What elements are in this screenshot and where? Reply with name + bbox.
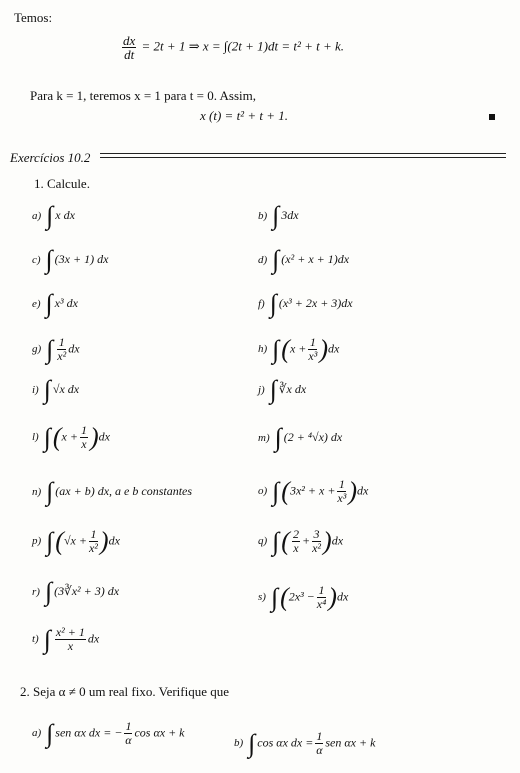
intro-temos: Temos: xyxy=(14,10,53,25)
q1-item-f: f) ∫ (x³ + 2x + 3)dx xyxy=(258,289,353,318)
section-rule-top xyxy=(100,153,506,154)
section-title: Exercícios 10.2 xyxy=(10,150,91,165)
q1-item-a: a) ∫ x dx xyxy=(32,201,75,230)
q1-item-i: i) ∫ √x dx xyxy=(32,375,80,404)
q1-item-h: h) ∫(x + $\frac{1}{\text{x³}}$ )dx xyxy=(258,334,340,364)
q2-title: 2. Seja α ≠ 0 um real fixo. Verifique que xyxy=(20,684,230,699)
q1-item-r: r) ∫ (3∛x² + 3) dx xyxy=(32,577,120,606)
intro-equation xyxy=(120,34,344,61)
q1-item-q: q) ∫( $\frac{2}{x}$ + $\frac{3}{\text{x²}}$ )dx xyxy=(258,526,344,556)
q1-item-o: o) ∫(3x² + x + $\frac{1}{\text{x³}}$ )dx xyxy=(258,476,369,506)
q1-item-m: m) ∫ (2 + ⁴√x) dx xyxy=(258,423,343,452)
q1-item-e: e) ∫ x³ dx xyxy=(32,289,78,318)
section-rule-bottom xyxy=(100,157,506,158)
eq-rest: = 2t + 1 ⇒ x = ∫(2t + 1)dt = t² + t + k. xyxy=(141,38,345,54)
q1-item-c: c) ∫ (3x + 1) dx xyxy=(32,245,109,274)
q1-item-s: s) ∫(2x³ − $\frac{1}{\text{x⁴}}$ )dx xyxy=(258,582,349,612)
q1-item-g: g) ∫ $\frac{1}{\text{x²}}$ dx xyxy=(32,334,80,364)
intro-result: x (t) = t² + t + 1. xyxy=(200,108,288,123)
q1-item-n: n) ∫ (ax + b) dx, a e b constantes xyxy=(32,477,193,506)
q1-item-j: j) ∫ ∛x dx xyxy=(258,375,307,404)
q1-item-d: d) ∫ (x² + x + 1)dx xyxy=(258,245,350,274)
bullet-square-icon xyxy=(489,114,495,120)
q2-item-a: a) ∫ sen αx dx = − $\frac{1}{\alpha}$ cos αx + k xyxy=(32,718,185,748)
eq-lhs-den: dt xyxy=(124,47,135,62)
intro-para-k: Para k = 1, teremos x = 1 para t = 0. Assim, xyxy=(30,88,256,103)
q1-title: 1. Calcule. xyxy=(34,176,90,191)
q1-item-b: b) ∫ 3dx xyxy=(258,201,299,230)
q1-item-p: p) ∫(√x + $\frac{1}{\text{x²}}$ )dx xyxy=(32,526,120,556)
q1-item-l: l) ∫(x + $\frac{1}{x}$ )dx xyxy=(32,422,110,452)
q2-item-b: b) ∫ cos αx dx = $\frac{1}{\alpha}$ sen αx + k xyxy=(234,728,376,758)
q1-item-t: t) ∫ $\frac{\text{x² + 1}}{x}$ dx xyxy=(32,624,100,654)
eq-lhs-num: dx xyxy=(123,33,136,48)
